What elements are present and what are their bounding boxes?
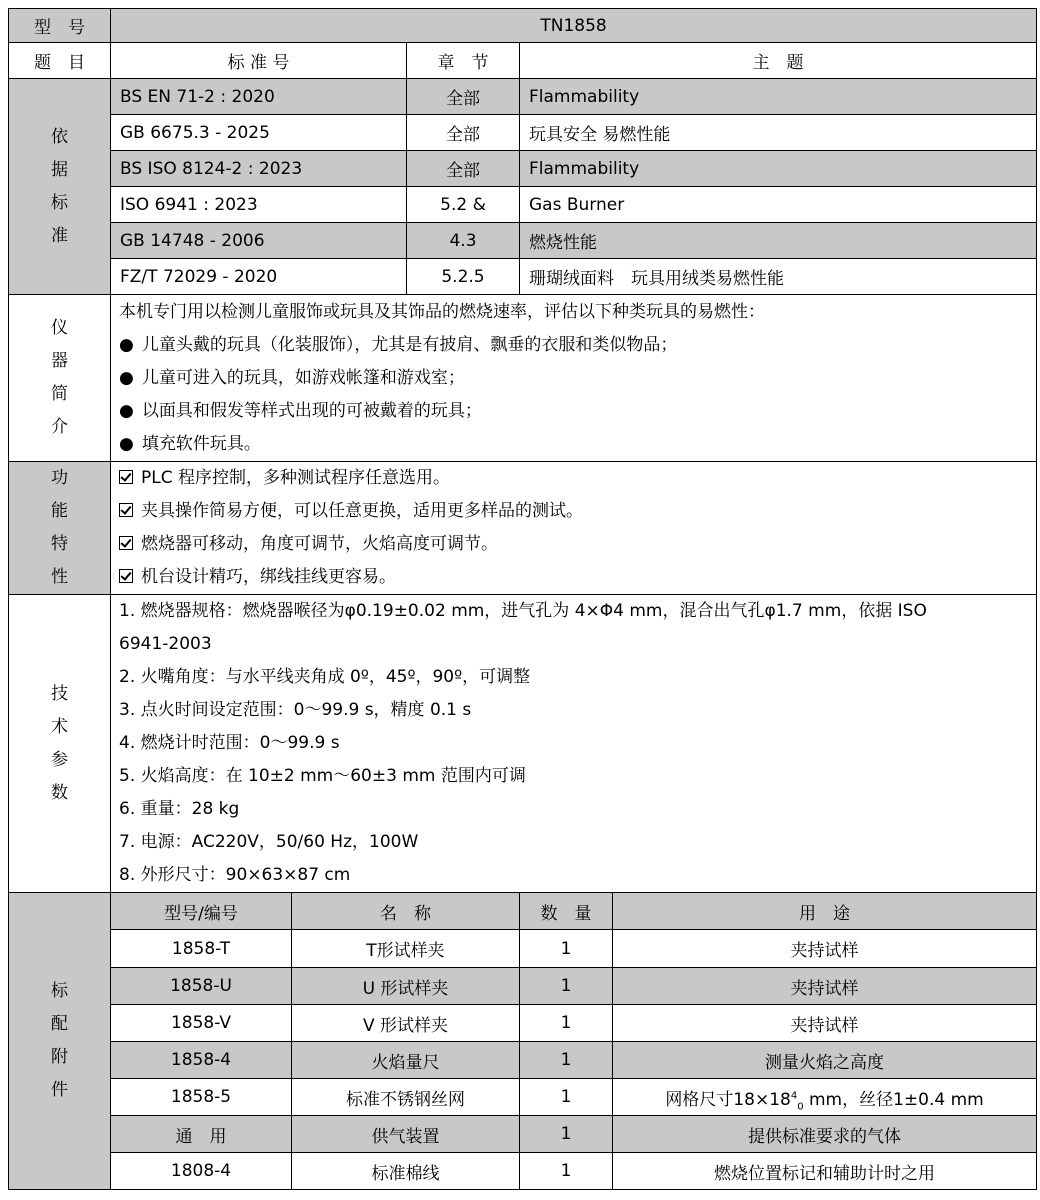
standard-chapter: 全部 [407, 115, 520, 151]
standard-number: GB 14748 - 2006 [111, 223, 407, 259]
acc-name: 供气装置 [292, 1116, 520, 1153]
acc-qty: 1 [520, 1079, 613, 1116]
list-item: PLC 程序控制，多种测试程序任意选用。 [119, 462, 1028, 495]
bullet-icon: ● [119, 400, 134, 421]
topic-label: 题 目 [9, 43, 111, 79]
acc-qty: 1 [520, 1116, 613, 1153]
acc-model: 1858-T [111, 930, 292, 968]
checkbox-checked-icon [119, 503, 133, 517]
acc-model: 1808-4 [111, 1153, 292, 1190]
checkbox-checked-icon [119, 569, 133, 583]
acc-use: 提供标准要求的气体 [613, 1116, 1037, 1153]
checkbox-checked-icon [119, 536, 133, 550]
acc-model: 1858-4 [111, 1042, 292, 1079]
list-item: 夹具操作简易方便，可以任意更换，适用更多样品的测试。 [119, 495, 1028, 528]
list-item: ● 以面具和假发等样式出现的可被戴着的玩具； [119, 400, 482, 421]
spec-line: 6. 重量：28 kg [119, 799, 240, 819]
model-value: TN1858 [111, 9, 1037, 43]
table-row [9, 930, 1037, 968]
acc-use: 燃烧位置标记和辅助计时之用 [613, 1153, 1037, 1190]
acc-use: 网格尺寸$18\times 18^4_0$ mm，丝径1±0.4 mm [613, 1079, 1037, 1116]
standard-subject: 燃烧性能 [520, 223, 1037, 259]
spec-line: 8. 外形尺寸：90×63×87 cm [119, 865, 351, 885]
table-row [9, 1153, 1037, 1190]
spec-line: 7. 电源：AC220V，50/60 Hz，100W [119, 832, 419, 852]
col-chapter-header: 章 节 [407, 43, 520, 79]
acc-use: 测量火焰之高度 [613, 1042, 1037, 1079]
acc-name: 标准棉线 [292, 1153, 520, 1190]
acc-header-model: 型号/编号 [111, 893, 292, 930]
standard-chapter: 全部 [407, 151, 520, 187]
intro-content [111, 295, 1037, 462]
acc-header-qty: 数 量 [520, 893, 613, 930]
acc-name: U 形试样夹 [292, 968, 520, 1005]
standard-subject: Gas Burner [520, 187, 1037, 223]
standards-section-label: 依 据 标 准 [9, 79, 111, 295]
spec-line: 3. 点火时间设定范围：0～99.9 s，精度 0.1 s [119, 700, 472, 720]
acc-model: 通 用 [111, 1116, 292, 1153]
standard-subject: Flammability [520, 151, 1037, 187]
standard-number: BS EN 71-2 : 2020 [111, 79, 407, 115]
spec-sheet-table [8, 8, 1037, 1190]
spec-line: 5. 火焰高度：在 10±2 mm～60±3 mm 范围内可调 [119, 766, 526, 786]
col-subject-header: 主 题 [520, 43, 1037, 79]
model-label: 型 号 [9, 9, 111, 43]
list-item: ● 填充软件玩具。 [119, 433, 261, 454]
acc-qty: 1 [520, 968, 613, 1005]
features-section-label: 功 能 特 性 [9, 462, 111, 595]
acc-model: 1858-V [111, 1005, 292, 1042]
standard-number: BS ISO 8124-2 : 2023 [111, 151, 407, 187]
bullet-icon: ● [119, 334, 134, 355]
accessories-section-label: 标 配 附 件 [9, 893, 111, 1190]
acc-use: 夹持试样 [613, 1005, 1037, 1042]
acc-name: V 形试样夹 [292, 1005, 520, 1042]
acc-qty: 1 [520, 930, 613, 968]
spec-line: 4. 燃烧计时范围：0～99.9 s [119, 733, 340, 753]
spec-line: 6941-2003 [119, 634, 212, 654]
list-item: ● 儿童可进入的玩具，如游戏帐篷和游戏室； [119, 367, 465, 388]
list-item: 燃烧器可移动，角度可调节，火焰高度可调节。 [119, 528, 1028, 561]
acc-name: 火焰量尺 [292, 1042, 520, 1079]
standard-chapter: 5.2 & [407, 187, 520, 223]
standard-chapter: 4.3 [407, 223, 520, 259]
acc-use: 夹持试样 [613, 968, 1037, 1005]
standard-chapter: 5.2.5 [407, 259, 520, 295]
standard-number: GB 6675.3 - 2025 [111, 115, 407, 151]
table-row [9, 1079, 1037, 1116]
list-item: ● 儿童头戴的玩具（化装服饰），尤其是有披肩、飘垂的衣服和类似物品； [119, 334, 678, 355]
acc-header-name: 名 称 [292, 893, 520, 930]
bullet-icon: ● [119, 433, 134, 454]
intro-section-label: 仪 器 简 介 [9, 295, 111, 462]
acc-qty: 1 [520, 1005, 613, 1042]
acc-header-use: 用 途 [613, 893, 1037, 930]
acc-name: T形试样夹 [292, 930, 520, 968]
features-content [111, 462, 1037, 595]
table-row [9, 1116, 1037, 1153]
list-item: 机台设计精巧，绑线挂线更容易。 [119, 561, 1028, 594]
acc-model: 1858-5 [111, 1079, 292, 1116]
acc-qty: 1 [520, 1153, 613, 1190]
spec-line: 1. 燃烧器规格：燃烧器喉径为φ0.19±0.02 mm，进气孔为 4×Φ4 mm，混合出气孔φ1.7 mm，依据 ISO [119, 601, 927, 621]
bullet-icon: ● [119, 367, 134, 388]
specs-content [111, 595, 1037, 893]
acc-qty: 1 [520, 1042, 613, 1079]
standard-number: ISO 6941 : 2023 [111, 187, 407, 223]
checkbox-checked-icon [119, 470, 133, 484]
standard-chapter: 全部 [407, 79, 520, 115]
standard-number: FZ/T 72029 - 2020 [111, 259, 407, 295]
spec-line: 2. 火嘴角度：与水平线夹角成 0º，45º，90º，可调整 [119, 667, 531, 687]
specs-section-label: 技 术 参 数 [9, 595, 111, 893]
table-row [9, 1042, 1037, 1079]
acc-model: 1858-U [111, 968, 292, 1005]
col-standard-header: 标 准 号 [111, 43, 407, 79]
standard-subject: Flammability [520, 79, 1037, 115]
table-row [9, 1005, 1037, 1042]
table-row [9, 968, 1037, 1005]
standard-subject: 玩具安全 易燃性能 [520, 115, 1037, 151]
acc-use: 夹持试样 [613, 930, 1037, 968]
acc-name: 标准不锈钢丝网 [292, 1079, 520, 1116]
intro-lead: 本机专门用以检测儿童服饰或玩具及其饰品的燃烧速率，评估以下种类玩具的易燃性： [119, 301, 765, 322]
standard-subject: 珊瑚绒面料 玩具用绒类易燃性能 [520, 259, 1037, 295]
